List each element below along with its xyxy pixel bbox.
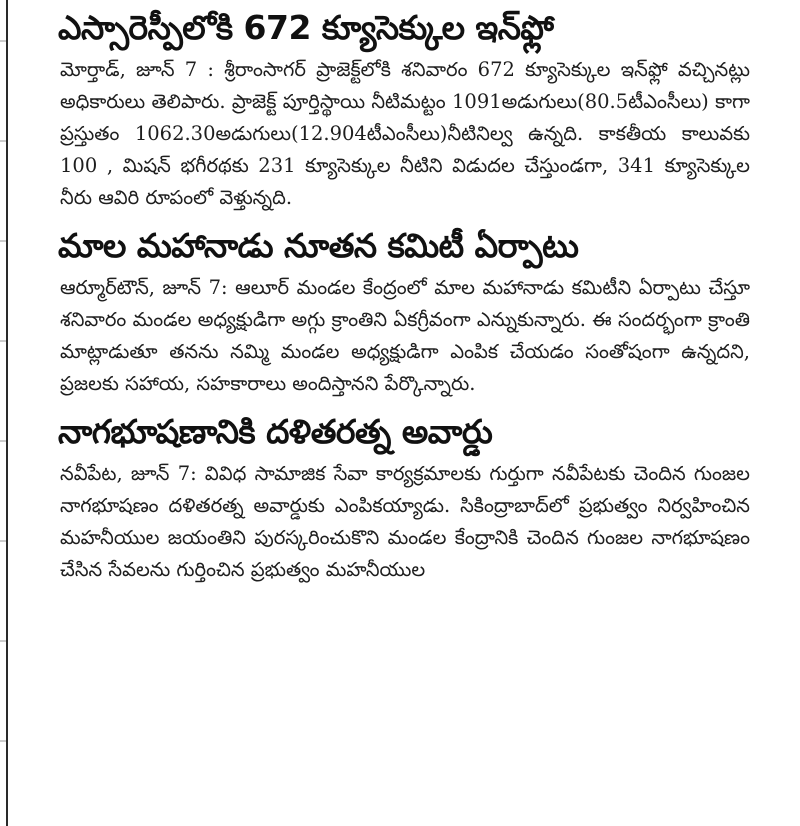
story-body: ఆర్మూర్‌టౌన్‌, జూన్‌ 7: ఆలూర్‌ మండల కేంద్రంలో మాల మహానాడు కమిటీని ఏర్పాటు చేస్తూ శనివారం మండల అధ్యక్షుడిగా అగ్గు క్రాంతిని ఏకగ్రీవంగా ఎన్నుకున్నారు. ఈ సందర్భంగా క్రాంతి మాట్లాడుతూ తనను నమ్మి మండల అధ్యక్షుడిగా ఎంపిక చేయడం సంతోషంగా ఉన్నదని, ప్రజలకు సహాయ, సహకారాలు అందిస్తానని పేర్కొన్నారు.: [60, 276, 750, 395]
news-story: [50, 410, 750, 586]
column-divider-rule: [6, 0, 8, 826]
story-headline: ఎస్సారెస్పీలోకి 672 క్యూసెక్కుల ఇన్‌ఫ్లో: [58, 8, 554, 47]
story-body: మోర్తాడ్‌, జూన్‌ 7 : శ్రీరాంసాగర్‌ ప్రాజెక్ట్‌లోకి శనివారం 672 క్యూసెక్కుల ఇన్‌ఫ్లో వచ్చినట్లు అధికారులు తెలిపారు. ప్రాజెక్ట్‌ పూర్తిస్థాయి నీటిమట్టం 1091అడుగులు(80.5టీఎంసీలు) కాగా ప్రస్తుతం 1062.30అడుగులు(12.904టీఎంసీలు)నీటినిల్వ ఉన్నది. కాకతీయ కాలువకు 100 , మిషన్‌ భగీరథకు 231 క్యూసెక్కుల నీటిని విడుదల చేస్తుండగా, 341 క్యూసెక్కుల నీరు ఆవిరి రూపంలో వెళ్తున్నది.: [60, 58, 750, 209]
story-body: నవీపేట, జూన్‌ 7: వివిధ సామాజిక సేవా కార్యక్రమాలకు గుర్తుగా నవీపేటకు చెందిన గుంజల నాగభూషణం దళితరత్న అవార్డుకు ఎంపికయ్యాడు. సికింద్రాబాద్‌లో ప్రభుత్వం నిర్వహించిన మహనీయుల జయంతిని పురస్కరించుకొని మండల కేంద్రానికి చెందిన గుంజల నాగభూషణం చేసిన సేవలను గుర్తించిన ప్రభుత్వం మహనీయుల: [60, 462, 750, 581]
story-headline: మాల మహానాడు నూతన కమిటీ ఏర్పాటు: [58, 226, 579, 265]
news-story: [50, 224, 750, 400]
story-headline: నాగభూషణానికి దళితరత్న అవార్డు: [58, 412, 493, 451]
news-column: [50, 0, 750, 596]
news-story: [50, 6, 750, 214]
